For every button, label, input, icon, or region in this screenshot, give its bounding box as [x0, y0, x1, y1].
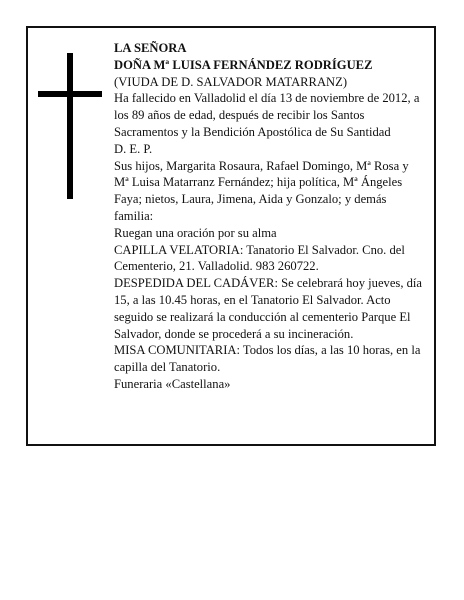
cross-horizontal-bar: [38, 91, 102, 97]
widow-line: (VIUDA DE D. SALVADOR MATARRANZ): [114, 74, 348, 89]
rest-in-peace: D. E. P.: [114, 141, 153, 156]
mass-info: MISA COMUNITARIA: Todos los días, a las 10 horas, en la capilla del Tanatorio.: [114, 343, 421, 375]
prayer-request: Ruegan una oración por su alma: [114, 225, 277, 240]
funeral-home: Funeraria «Castellana»: [114, 376, 231, 391]
cross-vertical-bar: [67, 53, 73, 199]
cross-icon: [38, 53, 102, 199]
obituary-text-block: [114, 40, 426, 393]
deceased-name: DOÑA Mª LUISA FERNÁNDEZ RODRÍGUEZ: [114, 57, 373, 72]
chapel-info: CAPILLA VELATORIA: Tanatorio El Salvador. Cno. del Cementerio, 21. Valladolid. 983 260722.: [114, 242, 405, 274]
farewell-info: DESPEDIDA DEL CADÁVER: Se celebrará hoy jueves, día 15, a las 10.45 horas, en el Tanatorio El Salvador. Acto seguido se realizará la conducción al cementerio Parque El Salvador, donde se procederá a su incineración.: [114, 276, 423, 341]
obituary-title: LA SEÑORA: [114, 41, 187, 55]
obituary-notice: [26, 26, 436, 446]
family-list: Sus hijos, Margarita Rosaura, Rafael Domingo, Mª Rosa y Mª Luisa Matarranz Fernández; hija política, Mª Ángeles Faya; nietos, Laura, Jimena, Aida y Gonzalo; y demás familia:: [114, 158, 409, 223]
death-announcement: Ha fallecido en Valladolid el día 13 de noviembre de 2012, a los 89 años de edad, después de recibir los Santos Sacramentos y la Bendición Apostólica de Su Santidad: [114, 91, 420, 139]
